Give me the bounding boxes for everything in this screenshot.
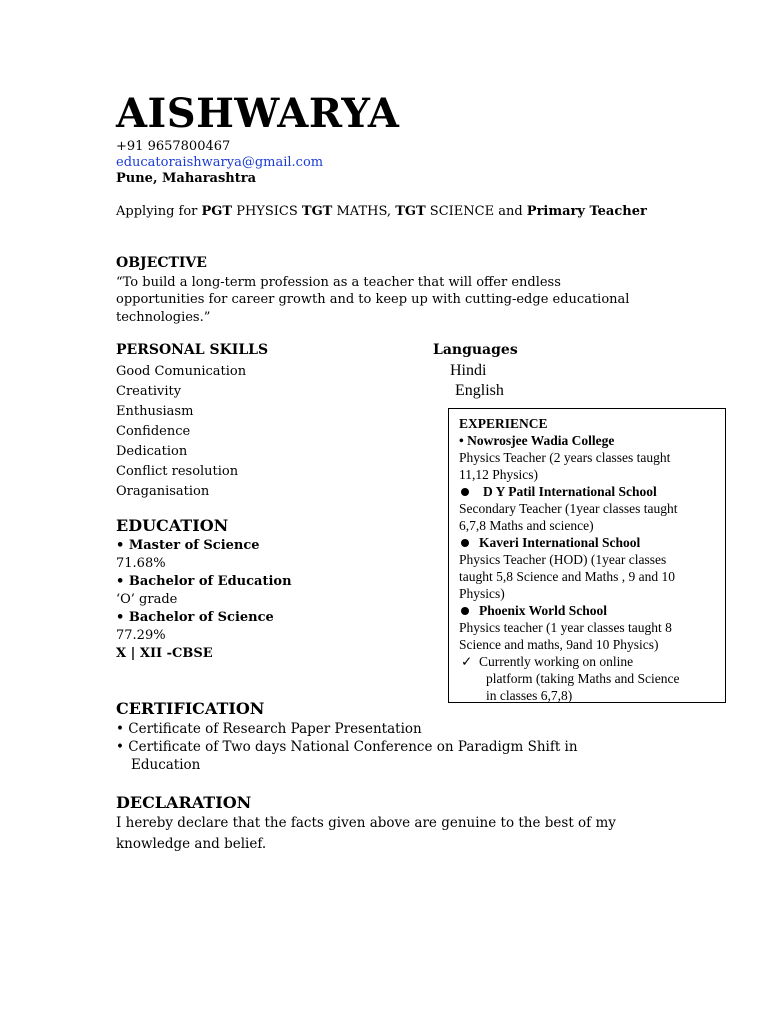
degree-name: Master of Science bbox=[128, 538, 260, 553]
bullet-icon bbox=[461, 488, 469, 496]
skill-item: Enthusiasm bbox=[116, 404, 194, 419]
bullet-icon bbox=[461, 607, 469, 615]
experience-org: • Nowrosjee Wadia College bbox=[459, 433, 615, 448]
skill-item: Oraganisation bbox=[116, 484, 210, 499]
declaration-line: knowledge and belief. bbox=[116, 836, 267, 852]
candidate-name: AISHWARYA bbox=[116, 90, 400, 137]
certification-heading: CERTIFICATION bbox=[116, 699, 265, 718]
objective-line: opportunities for career growth and to keep up with cutting-edge educational bbox=[116, 292, 630, 307]
certificate-continuation: Education bbox=[131, 757, 201, 773]
degree-item: • Master of Science bbox=[116, 538, 260, 553]
org-name: Nowrosjee Wadia College bbox=[467, 433, 615, 448]
org-name: Kaveri International School bbox=[479, 535, 641, 550]
experience-heading: EXPERIENCE bbox=[459, 416, 548, 431]
certificate-text: Certificate of Two days National Conference on Paradigm Shift in bbox=[128, 739, 578, 755]
tgt-label: TGT bbox=[395, 204, 426, 219]
checkmark-icon: ✓ bbox=[461, 654, 473, 669]
experience-detail: 6,7,8 Maths and science) bbox=[459, 518, 594, 533]
degree-score: 77.29% bbox=[116, 628, 166, 643]
degree-score: 71.68% bbox=[116, 556, 166, 571]
objective-line: technologies.” bbox=[116, 310, 211, 325]
experience-org bbox=[459, 534, 725, 551]
certificate-item: • Certificate of Research Paper Presentation bbox=[116, 721, 422, 737]
degree-item: • Bachelor of Science bbox=[116, 610, 274, 625]
certificate-text: Certificate of Research Paper Presentation bbox=[128, 721, 422, 737]
email-link[interactable]: educatoraishwarya@gmail.com bbox=[116, 155, 324, 170]
org-name: D Y Patil International School bbox=[483, 484, 657, 499]
declaration-heading: DECLARATION bbox=[116, 793, 252, 812]
phone-number: +91 9657800467 bbox=[116, 139, 231, 154]
primary-teacher-label: Primary Teacher bbox=[526, 204, 647, 219]
experience-detail: Physics Teacher (2 years classes taught bbox=[459, 450, 671, 465]
maths-label: MATHS, bbox=[332, 204, 396, 219]
applying-prefix: Applying for bbox=[116, 204, 202, 219]
skill-item: Conflict resolution bbox=[116, 464, 239, 479]
skill-item: Dedication bbox=[116, 444, 188, 459]
experience-detail: taught 5,8 Science and Maths , 9 and 10 bbox=[459, 569, 675, 584]
physics-label: PHYSICS bbox=[232, 204, 302, 219]
education-heading: EDUCATION bbox=[116, 516, 229, 535]
certificate-item: • Certificate of Two days National Conference on Paradigm Shift in bbox=[116, 739, 578, 755]
experience-box bbox=[448, 408, 726, 703]
skill-item: Creativity bbox=[116, 384, 182, 399]
objective-line: “To build a long-term profession as a teacher that will offer endless bbox=[116, 275, 561, 290]
science-label: SCIENCE and bbox=[425, 204, 527, 219]
tgt-label: TGT bbox=[301, 204, 333, 219]
current-work-text: platform (taking Maths and Science bbox=[486, 671, 680, 686]
objective-heading: OBJECTIVE bbox=[116, 255, 207, 271]
degree-name: Bachelor of Education bbox=[128, 574, 292, 589]
org-name: Phoenix World School bbox=[479, 603, 608, 618]
personal-skills-heading: PERSONAL SKILLS bbox=[116, 342, 269, 358]
current-work-text: in classes 6,7,8) bbox=[486, 688, 573, 703]
skill-item: Confidence bbox=[116, 424, 191, 439]
language-item: English bbox=[455, 382, 504, 399]
experience-detail: Secondary Teacher (1year classes taught bbox=[459, 501, 678, 516]
degree-score: ‘O’ grade bbox=[116, 592, 178, 607]
language-item: Hindi bbox=[450, 362, 487, 379]
experience-detail: Physics Teacher (HOD) (1year classes bbox=[459, 552, 667, 567]
declaration-line: I hereby declare that the facts given above are genuine to the best of my bbox=[116, 815, 616, 831]
skills-list bbox=[116, 362, 246, 502]
experience-detail: Physics) bbox=[459, 586, 505, 601]
pgt-label: PGT bbox=[201, 204, 233, 219]
degree-name: Bachelor of Science bbox=[128, 610, 274, 625]
experience-detail: Science and maths, 9and 10 Physics) bbox=[459, 637, 659, 652]
experience-detail: Physics teacher (1 year classes taught 8 bbox=[459, 620, 672, 635]
education-list bbox=[116, 537, 292, 663]
current-work-text: Currently working on online bbox=[479, 654, 634, 669]
bullet-icon bbox=[461, 539, 469, 547]
school-board: X | XII -CBSE bbox=[116, 646, 213, 661]
experience-detail: 11,12 Physics) bbox=[459, 467, 539, 482]
experience-org bbox=[459, 602, 725, 619]
degree-item: • Bachelor of Education bbox=[116, 574, 292, 589]
current-work-line bbox=[459, 653, 725, 670]
skill-item: Good Comunication bbox=[116, 364, 247, 379]
location: Pune, Maharashtra bbox=[116, 171, 257, 186]
experience-org bbox=[459, 483, 725, 500]
applying-for-line bbox=[116, 203, 647, 220]
languages-heading: Languages bbox=[433, 342, 518, 358]
